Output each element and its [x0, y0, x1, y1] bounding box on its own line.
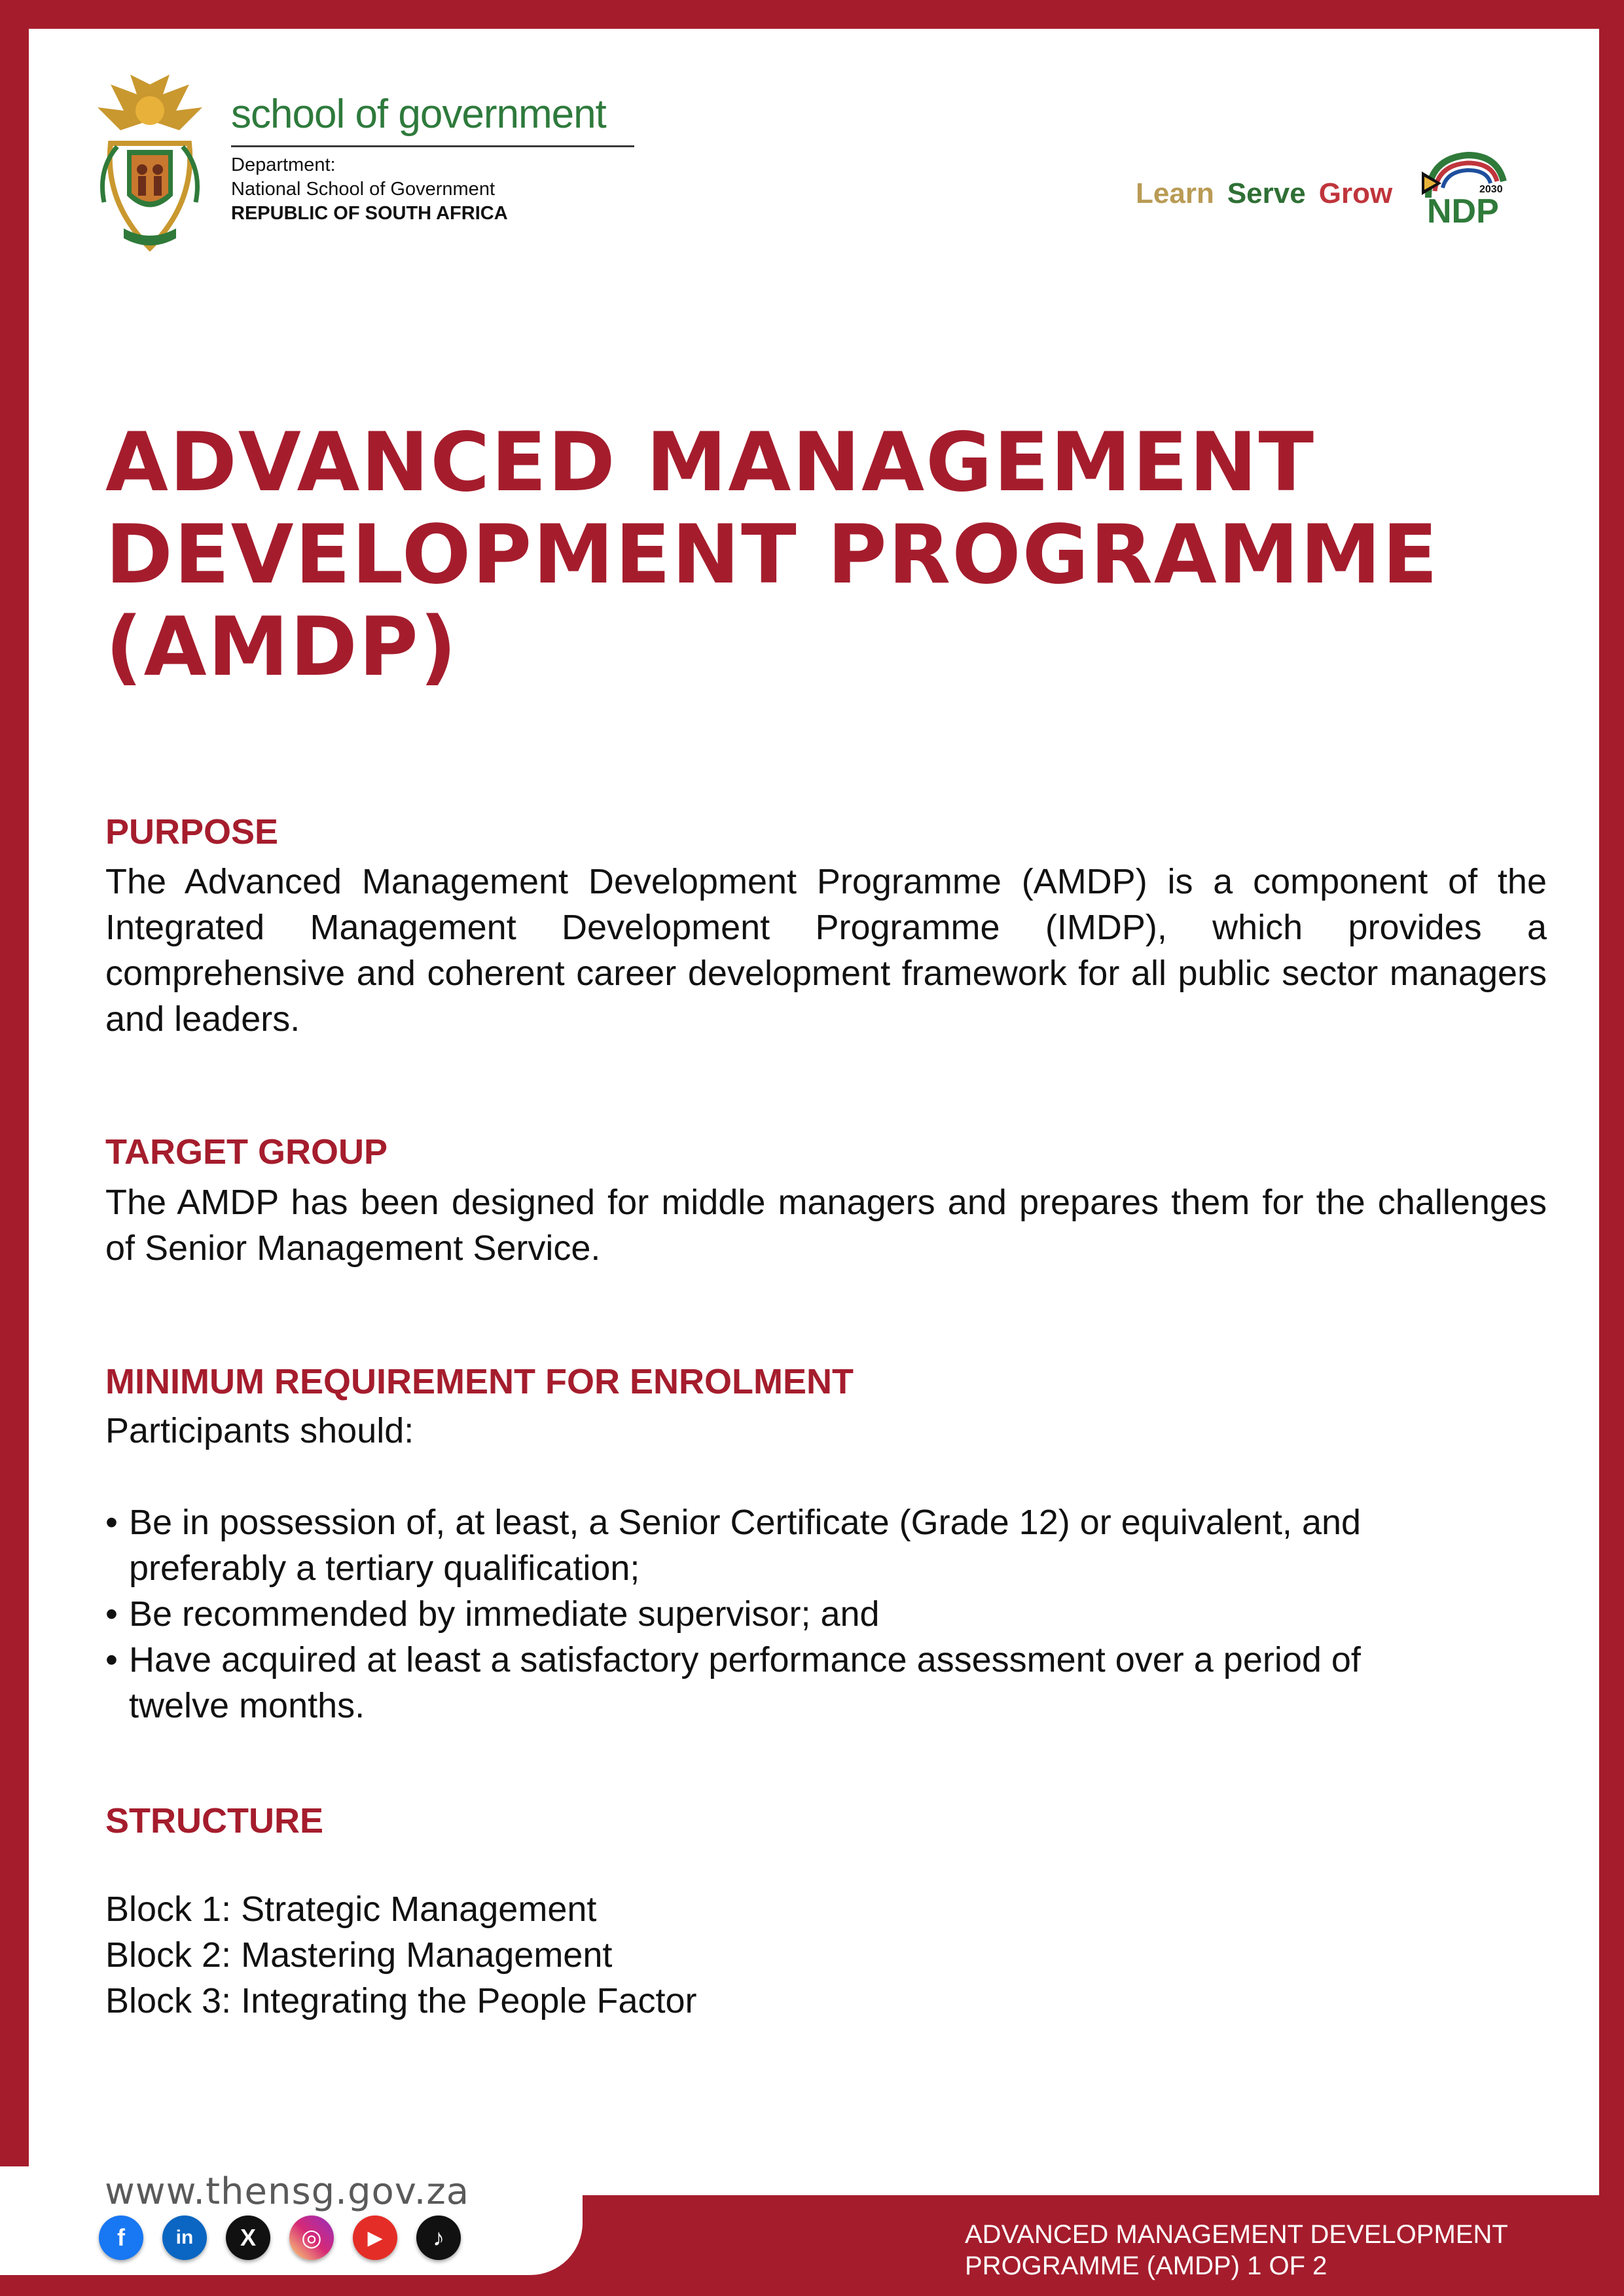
- title-line-3: (AMDP): [105, 600, 458, 694]
- title-line-2: DEVELOPMENT PROGRAMME: [105, 508, 1439, 602]
- bullet-glyph: •: [105, 1640, 118, 1679]
- bullet-glyph: •: [105, 1503, 118, 1542]
- tiktok-icon[interactable]: ♪: [416, 2215, 461, 2260]
- logo-divider: [231, 145, 634, 147]
- target-group-heading: TARGET GROUP: [105, 1132, 388, 1172]
- page-title: [105, 417, 1545, 694]
- facebook-icon[interactable]: f: [99, 2215, 143, 2260]
- structure-block-3: Block 3: Integrating the People Factor: [105, 1981, 697, 2020]
- linkedin-icon[interactable]: in: [162, 2215, 207, 2260]
- page-sheet: [29, 29, 1599, 2195]
- requirements-intro: Participants should:: [105, 1411, 414, 1450]
- ndp-label: NDP: [1427, 192, 1499, 230]
- structure-block-2: Block 2: Mastering Management: [105, 1935, 613, 1975]
- youtube-icon[interactable]: ▶: [353, 2215, 397, 2260]
- tagline: [1136, 179, 1392, 208]
- title-line-1: ADVANCED MANAGEMENT: [105, 416, 1316, 510]
- footer-document-title: ADVANCED MANAGEMENT DEVELOPMENT PROGRAMME (AMDP) 1 OF 2: [965, 2220, 1508, 2280]
- tagline-serve: Serve: [1227, 177, 1306, 209]
- structure-block-1: Block 1: Strategic Management: [105, 1890, 597, 1929]
- purpose-heading: PURPOSE: [105, 812, 279, 852]
- department-label: Department:: [231, 154, 336, 175]
- instagram-icon[interactable]: ◎: [289, 2215, 334, 2260]
- country-name: REPUBLIC OF SOUTH AFRICA: [231, 203, 508, 224]
- department-block: [231, 153, 508, 226]
- school-of-government-logo-text: school of government: [231, 92, 606, 137]
- tagline-grow: Grow: [1318, 177, 1393, 209]
- department-name: National School of Government: [231, 179, 495, 200]
- requirement-item-3: • Have acquired at least a satisfactory performance assessment over a period of twelve months.: [105, 1637, 1547, 1729]
- tagline-learn: Learn: [1136, 177, 1214, 209]
- requirements-heading: MINIMUM REQUIREMENT FOR ENROLMENT: [105, 1362, 854, 1401]
- requirement-item-2: • Be recommended by immediate supervisor; and: [105, 1591, 1547, 1637]
- social-links: [99, 2215, 461, 2260]
- website-link[interactable]: www.thensg.gov.za: [105, 2170, 470, 2213]
- ndp-year: 2030: [1479, 184, 1503, 195]
- x-icon[interactable]: X: [226, 2215, 270, 2260]
- coat-of-arms-icon: [84, 71, 215, 260]
- requirement-item-1: • Be in possession of, at least, a Senior Certificate (Grade 12) or equivalent, and preferably a tertiary qualification;: [105, 1499, 1547, 1591]
- structure-heading: STRUCTURE: [105, 1801, 323, 1840]
- target-group-body: The AMDP has been designed for middle managers and prepares them for the challenges of Senior Management Service.: [105, 1183, 1547, 1268]
- purpose-body: The Advanced Management Development Programme (AMDP) is a component of the Integrated Management Development Programme (IMDP), which provides a comprehensive and coherent career development framework for all public sector managers and leaders.: [105, 862, 1547, 1039]
- bullet-glyph: •: [105, 1594, 118, 1634]
- ndp-2030-logo-icon: [1415, 145, 1507, 230]
